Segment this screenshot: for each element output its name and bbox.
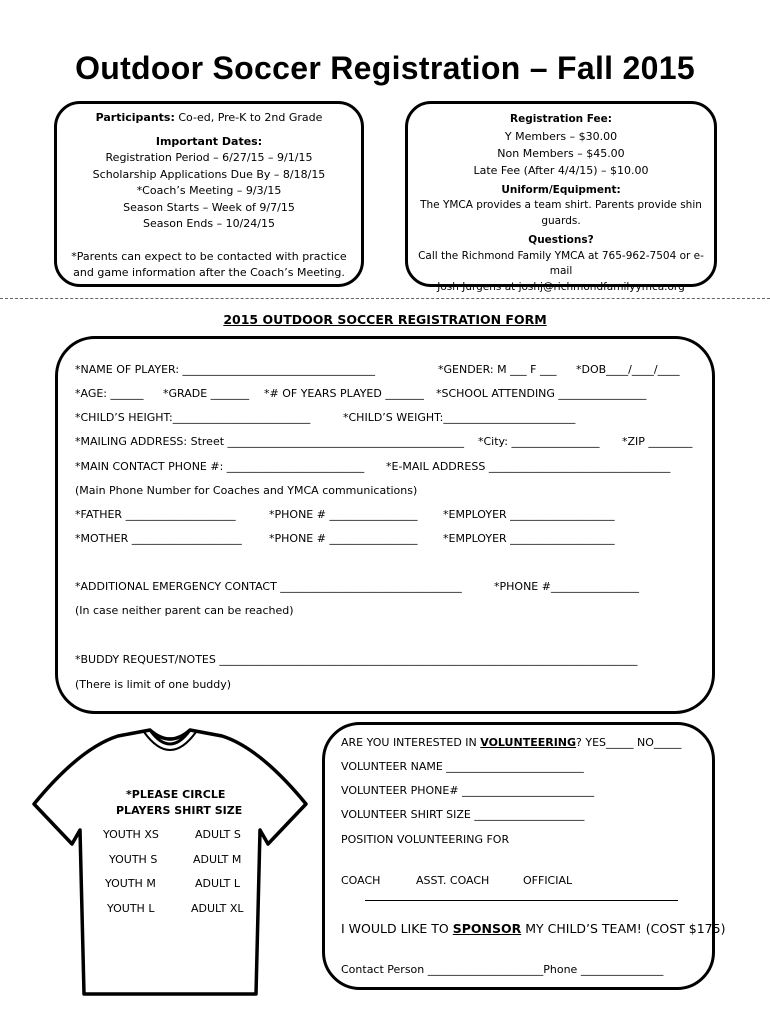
emergency-contact-field[interactable]: *ADDITIONAL EMERGENCY CONTACT _________________________________: [75, 580, 462, 593]
gender-field[interactable]: *GENDER: M ___ F ___: [438, 363, 557, 376]
date-line: *Coach’s Meeting – 9/3/15: [136, 184, 282, 197]
cut-line-divider: [0, 298, 770, 299]
sponsor-line[interactable]: [341, 921, 725, 936]
zip-field[interactable]: *ZIP ________: [622, 435, 693, 448]
position-coach-option[interactable]: COACH: [341, 874, 381, 887]
dates-heading: Important Dates:: [155, 134, 263, 148]
size-adult-xl[interactable]: ADULT XL: [191, 902, 244, 915]
emergency-note: (In case neither parent can be reached): [75, 604, 294, 617]
position-asst-coach-option[interactable]: ASST. COACH: [416, 874, 490, 887]
participants-line: [57, 110, 361, 127]
fee-line: Non Members – $45.00: [497, 146, 625, 160]
volunteer-interest-word: VOLUNTEERING: [480, 736, 577, 749]
page-title: Outdoor Soccer Registration – Fall 2015: [75, 50, 695, 86]
school-field[interactable]: *SCHOOL ATTENDING ________________: [436, 387, 647, 400]
father-field[interactable]: *FATHER ____________________: [75, 508, 236, 521]
email-field[interactable]: *E-MAIL ADDRESS _________________________________: [386, 460, 671, 473]
date-line: Scholarship Applications Due By – 8/18/15: [92, 167, 326, 181]
player-name-field[interactable]: *NAME OF PLAYER: ___________________________________: [75, 363, 376, 376]
uniform-line: The YMCA provides a team shirt. Parents provide shin: [420, 199, 702, 211]
volunteer-interest-field[interactable]: [341, 736, 681, 749]
volunteer-interest-prefix: ARE YOU INTERESTED IN: [341, 736, 481, 749]
age-field[interactable]: *AGE: ______: [75, 387, 144, 400]
mother-employer-field[interactable]: *EMPLOYER ___________________: [443, 532, 615, 545]
grade-field[interactable]: *GRADE _______: [163, 387, 250, 400]
fee-heading: Registration Fee:: [509, 113, 612, 125]
sponsor-word: SPONSOR: [452, 921, 522, 936]
fee-line: Y Members – $30.00: [504, 129, 618, 143]
volunteer-position-label: POSITION VOLUNTEERING FOR: [341, 833, 510, 846]
buddy-note: (There is limit of one buddy): [75, 678, 232, 691]
questions-line: Josh Jurgens at joshj@richmondfamilyymca.org: [437, 280, 685, 293]
note-line: and game information after the Coach’s Meeting.: [73, 266, 345, 279]
address-field[interactable]: *MAILING ADDRESS: Street ___________________________________________: [75, 435, 465, 448]
phone-note: (Main Phone Number for Coaches and YMCA communications): [75, 484, 418, 497]
volunteer-name-field[interactable]: VOLUNTEER NAME _________________________: [341, 760, 584, 773]
size-youth-l[interactable]: YOUTH L: [107, 902, 155, 915]
size-adult-s[interactable]: ADULT S: [195, 828, 241, 841]
uniform-line: guards.: [541, 214, 581, 227]
participants-value: Co-ed, Pre-K to 2nd Grade: [174, 111, 323, 124]
size-youth-s[interactable]: YOUTH S: [109, 853, 158, 866]
date-line: Season Ends – 10/24/15: [143, 217, 275, 230]
height-field[interactable]: *CHILD’S HEIGHT:_________________________: [75, 411, 311, 424]
fee-info-box: [405, 101, 717, 293]
date-line: Season Starts – Week of 9/7/15: [123, 200, 295, 214]
volunteer-interest-suffix: ? YES_____ NO_____: [576, 736, 682, 749]
form-title: 2015 OUTDOOR SOCCER REGISTRATION FORM: [223, 312, 547, 327]
main-phone-field[interactable]: *MAIN CONTACT PHONE #: _________________________: [75, 460, 365, 473]
buddy-request-field[interactable]: *BUDDY REQUEST/NOTES ____________________________________________________________________________: [75, 653, 638, 666]
questions-line: Call the Richmond Family YMCA at 765-962-7504 or e-mail: [418, 249, 704, 277]
years-played-field[interactable]: *# OF YEARS PLAYED _______: [264, 387, 424, 400]
dob-field[interactable]: *DOB____/____/____: [576, 363, 680, 376]
contact-person-field[interactable]: Contact Person _____________________Phone _______________: [341, 963, 664, 976]
tshirt-illustration: [20, 724, 320, 1014]
shirt-size-heading: *PLEASE CIRCLE: [126, 788, 226, 801]
father-phone-field[interactable]: *PHONE # ________________: [269, 508, 418, 521]
date-line: Registration Period – 6/27/15 – 9/1/15: [105, 151, 313, 164]
size-youth-m[interactable]: YOUTH M: [105, 877, 156, 890]
questions-heading: Questions?: [528, 234, 594, 246]
note-line: *Parents can expect to be contacted with practice: [71, 249, 347, 263]
participants-label: Participants:: [95, 111, 175, 124]
volunteer-phone-field[interactable]: VOLUNTEER PHONE# ________________________: [341, 784, 595, 797]
uniform-heading: Uniform/Equipment:: [501, 183, 621, 196]
size-adult-l[interactable]: ADULT L: [195, 877, 241, 890]
city-field[interactable]: *City: ________________: [478, 435, 600, 448]
emergency-phone-field[interactable]: *PHONE #________________: [494, 580, 639, 593]
fee-line: Late Fee (After 4/4/15) – $10.00: [473, 163, 649, 177]
shirt-size-heading: PLAYERS SHIRT SIZE: [116, 804, 243, 817]
sponsor-prefix: I WOULD LIKE TO: [341, 921, 453, 936]
volunteer-shirt-field[interactable]: VOLUNTEER SHIRT SIZE ____________________: [341, 808, 585, 821]
position-underline: [365, 900, 678, 901]
size-youth-xs[interactable]: YOUTH XS: [103, 828, 159, 841]
sponsor-suffix: MY CHILD’S TEAM! (COST $175): [521, 921, 726, 936]
weight-field[interactable]: *CHILD’S WEIGHT:________________________: [343, 411, 576, 424]
position-official-option[interactable]: OFFICIAL: [523, 874, 573, 887]
mother-phone-field[interactable]: *PHONE # ________________: [269, 532, 418, 545]
father-employer-field[interactable]: *EMPLOYER ___________________: [443, 508, 615, 521]
size-adult-m[interactable]: ADULT M: [193, 853, 242, 866]
mother-field[interactable]: *MOTHER ____________________: [75, 532, 242, 545]
participants-info-box: [54, 101, 364, 287]
